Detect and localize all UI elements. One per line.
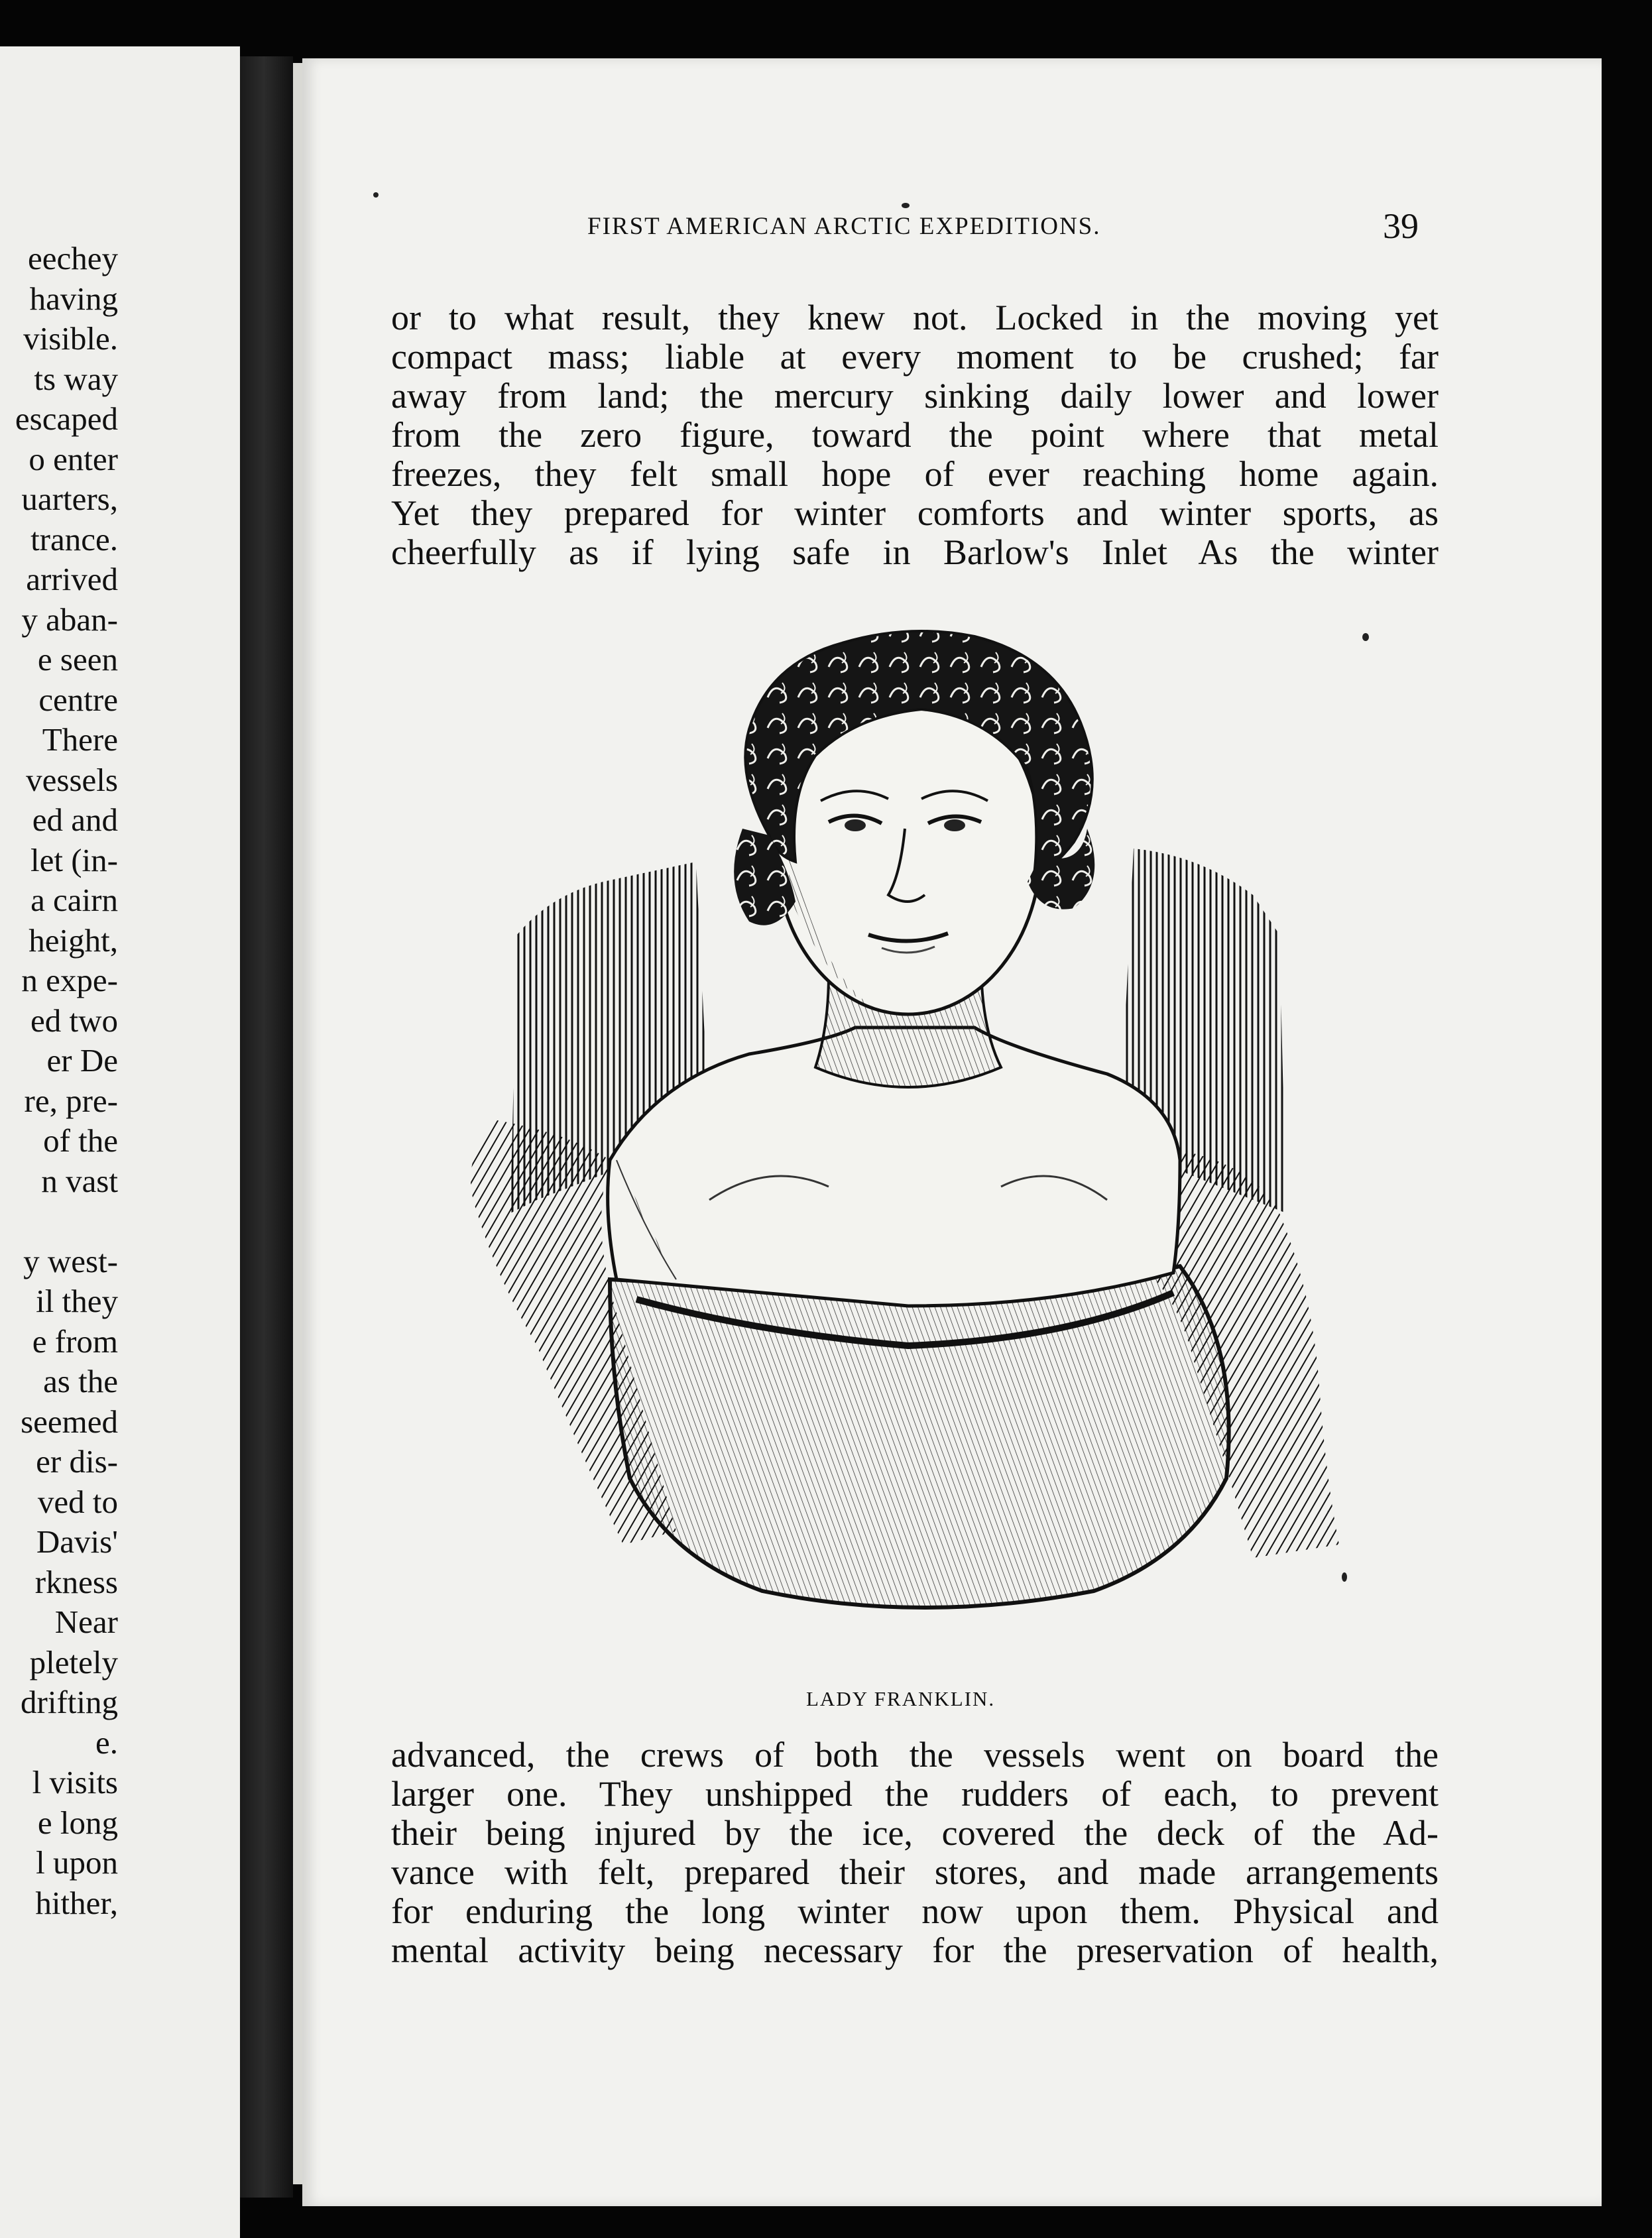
- portrait-engraving: [457, 617, 1372, 1637]
- left-page-line: having: [29, 280, 118, 317]
- left-page-line: n vast: [41, 1162, 118, 1199]
- text-line: compact mass; liable at every moment to be crushed; far: [391, 337, 1439, 377]
- paragraph-2: [391, 1736, 1439, 1970]
- scan-speck: [902, 203, 910, 208]
- left-page-line: y west-: [23, 1242, 118, 1279]
- figure-caption: LADY FRANKLIN.: [806, 1687, 996, 1710]
- left-facing-page: [0, 46, 240, 2238]
- left-page-line: e seen: [37, 641, 118, 677]
- text-line: away from land; the mercury sinking daily lower and lower: [391, 376, 1439, 416]
- text-line: for enduring the long winter now upon them. Physical and: [391, 1891, 1439, 1931]
- left-page-line: centre: [38, 681, 118, 718]
- left-page-line: height,: [29, 921, 118, 959]
- left-page-line: ed and: [32, 801, 118, 838]
- left-page-line: hither,: [35, 1884, 118, 1921]
- text-line: or to what result, they knew not. Locked in the moving yet: [391, 298, 1439, 337]
- left-page-line: ved to: [37, 1483, 118, 1520]
- left-page-line: y aban-: [21, 601, 118, 638]
- left-page-line: of the: [43, 1122, 118, 1159]
- left-page-line: seemed: [21, 1403, 118, 1440]
- left-page-line: l visits: [32, 1764, 118, 1800]
- scan-speck: [373, 192, 379, 198]
- running-header: FIRST AMERICAN ARCTIC EXPEDITIONS.: [587, 213, 1101, 240]
- left-page-line: o enter: [29, 440, 118, 477]
- left-page-line: er dis-: [36, 1443, 118, 1480]
- scan-speck: [1362, 633, 1369, 641]
- left-page-line: eechey: [28, 240, 118, 276]
- left-page-line: arrived: [26, 561, 118, 597]
- text-line: larger one. They unshipped the rudders of each, to prevent: [391, 1774, 1439, 1814]
- left-page-line: n expe-: [21, 962, 118, 998]
- left-page-line: escaped: [15, 400, 118, 437]
- left-page-line: uarters,: [21, 481, 118, 517]
- left-page-line: re, pre-: [24, 1082, 118, 1119]
- left-page-line: let (in-: [30, 841, 118, 878]
- left-page-line: ed two: [30, 1002, 118, 1039]
- left-page-line: a cairn: [30, 882, 118, 918]
- text-line: freezes, they felt small hope of ever reaching home again.: [391, 454, 1439, 494]
- text-line: vance with felt, prepared their stores, and made arrangements: [391, 1852, 1439, 1892]
- text-line: their being injured by the ice, covered the deck of the Ad-: [391, 1813, 1439, 1853]
- left-page-line: drifting: [21, 1684, 118, 1720]
- left-page-line: ts way: [34, 360, 118, 397]
- text-line: cheerfully as if lying safe in Barlow's Inlet As the winter: [391, 532, 1439, 572]
- left-page-line: vessels: [26, 761, 118, 798]
- left-page-line: rkness: [34, 1563, 118, 1600]
- left-page-line: trance.: [30, 520, 118, 558]
- left-page-line: There: [42, 721, 118, 758]
- text-line: mental activity being necessary for the preservation of health,: [391, 1930, 1439, 1970]
- text-line: advanced, the crews of both the vessels went on board the: [391, 1735, 1439, 1775]
- book-gutter: [240, 56, 293, 2198]
- left-page-line: as the: [43, 1363, 118, 1399]
- left-page-line: pletely: [29, 1643, 118, 1680]
- paragraph-1: [391, 298, 1439, 572]
- left-page-line: l upon: [36, 1844, 118, 1881]
- left-page-line: visible.: [23, 320, 118, 357]
- page-number: 39: [1383, 206, 1419, 246]
- left-page-line: il they: [36, 1283, 118, 1319]
- left-page-line: e long: [37, 1804, 118, 1841]
- left-page-line: e from: [32, 1323, 118, 1360]
- left-page-line: e.: [95, 1724, 118, 1761]
- left-page-line: Davis': [36, 1523, 118, 1560]
- text-line: from the zero figure, toward the point where that metal: [391, 415, 1439, 455]
- left-page-line: Near: [54, 1604, 118, 1640]
- text-line: Yet they prepared for winter comforts and winter sports, as: [391, 493, 1439, 533]
- left-page-line: er De: [46, 1042, 118, 1079]
- scan-speck: [1342, 1572, 1347, 1582]
